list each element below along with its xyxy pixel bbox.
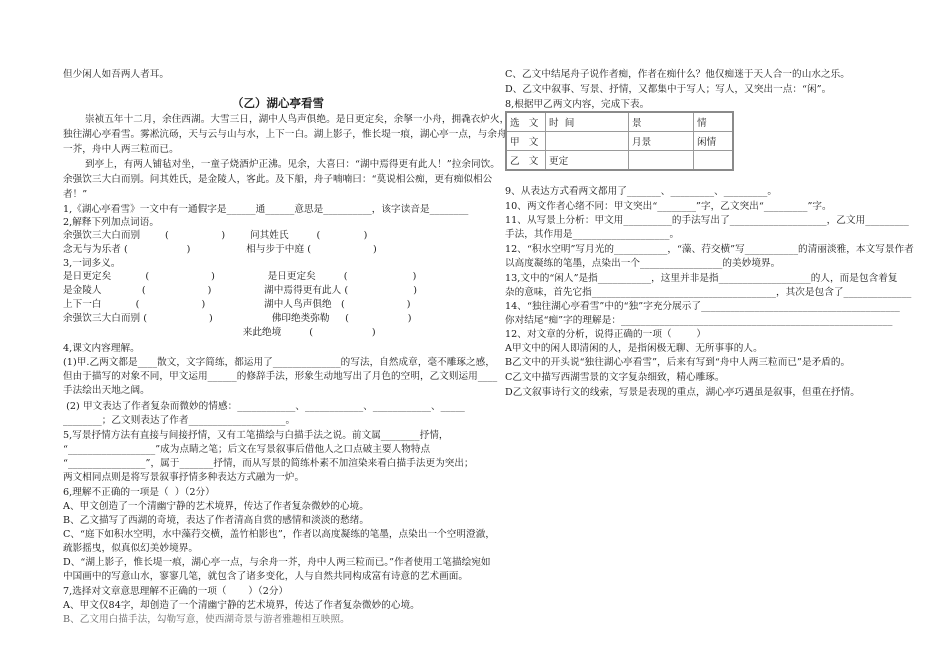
table-cell: 乙 文: [506, 151, 546, 171]
question-line: ________；乙文则表达了作者____________________。: [63, 415, 296, 426]
option-line: D、“湖上影子，惟长堤一痕，湖心亭一点，与余舟一芥，舟中人两三粒而已。”作者使用工笔描绘宛如: [63, 557, 491, 568]
table-cell: 更定: [546, 151, 629, 171]
table-cell: 景: [629, 112, 694, 132]
table-header-row: [506, 112, 733, 132]
question-line: 念无与为乐者 ( ) 相与步于中庭 ( ): [63, 244, 377, 255]
option-line: B、乙文用白描手法，勾勒写意，使西湖奇景与游者雅趣相互映照。: [63, 614, 350, 625]
table-row: [506, 151, 733, 171]
question-line: 上下一白 ( ) 湖中人鸟声俱绝 ( ): [63, 299, 411, 310]
question-line: 11、从写景上分析：甲文用__________的手法写出了____________________，乙文用_________: [505, 215, 909, 226]
table-cell: 闲情: [694, 132, 734, 151]
option-line: C乙文中描写西湖雪景的文字复杂细致，精心雕琢。: [505, 372, 725, 383]
question-line: 余强饮三大白而别 ( ) 问其姓氏 ( ): [63, 230, 368, 241]
question-line: (1)甲.乙两文都是____散文，文字简练，都运用了______________的写法，自然成章，毫不雕琢之感，: [63, 357, 495, 368]
option-line: A甲文中的闲人即清闲的人，是指闲极无聊、无所事事的人。: [505, 343, 763, 354]
text-line: 崇祯五年十二月，余住西湖。大雪三日，湖中人鸟声俱绝。是日更定矣，余拏一小舟，拥毳衣炉火，: [85, 114, 510, 125]
option-line: 中国画中的写意山水，寥寥几笔，就包含了诸多变化，人与自然共同构成富有诗意的艺术画面。: [63, 571, 469, 582]
question-line: 13,文中的“闲人”是指___________，这里并非是指___________________的人，而是包含着复: [505, 273, 898, 284]
text-line: 一芥，舟中人两三粒而已。: [63, 144, 179, 155]
table-cell: 选 文: [506, 112, 546, 132]
question-line: 4,课文内容理解。: [63, 343, 140, 354]
option-line: C、乙文中结尾舟子说作者痴，作者在痴什么？他仅痴迷于天人合一的山水之乐。: [505, 69, 850, 80]
question-line: 5,写景抒情方法有直接与间接抒情，又有工笔描绘与白描手法之说。前文属________抒情，: [63, 430, 449, 441]
question-line: 来此绝境 ( ): [63, 327, 376, 338]
question-line: 手法绘出天地之阔。: [63, 385, 150, 396]
table-cell: [629, 151, 694, 171]
question-line: 7,选择对文章意思理解不正确的一项（ ）（2分）: [63, 586, 289, 597]
question-line: 10、两文作者心绪不同：甲文突出“________”字，乙文突出“_________”字。: [505, 201, 832, 212]
table-row: [506, 132, 733, 151]
question-line: 是金陵人 ( ) 湖中焉得更有此人 ( ): [63, 285, 418, 296]
text-line: 独往湖心亭看雪。雾凇沆砀，天与云与山与水，上下一白。湖上影子，惟长堤一痕，湖心亭一点，与余舟: [63, 129, 507, 140]
question-line: 14、“独往湖心亭看雪”中的“独”字充分展示了_________________________________________: [505, 301, 900, 312]
question-line: 2,解释下列加点词语。: [63, 217, 160, 228]
question-line: 12、对文章的分析，说得正确的一项（ ）: [505, 329, 707, 340]
question-line: 1,《湖心亭看雪》一文中有一通假字是______通______意思是__________，该字读音是________: [63, 204, 469, 215]
question-line: 手法，其作用是____________________。: [505, 229, 680, 240]
table-cell: 情: [694, 112, 734, 132]
text-line: 但少闲人如吾两人者耳。: [63, 69, 170, 80]
option-line: C、“庭下如积水空明，水中藻荇交横，盖竹柏影也”，作者以高度凝练的笔墨，点染出一个空明澄澈，: [63, 529, 495, 540]
table-cell: 时 间: [546, 112, 629, 132]
option-line: B、乙文描写了西湖的奇境，表达了作者清高自赏的感情和淡淡的愁绪。: [63, 515, 370, 526]
table-cell: [546, 132, 629, 151]
question-line: “__________________”成为点睛之笔；后文在写景叙事后借他人之口点破主要人物特点: [63, 444, 431, 455]
question-line: 9、从表达方式看两文都用了_______、_________、_________。: [505, 186, 777, 197]
text-line: 者！”: [63, 189, 88, 200]
table-cell: 甲 文: [506, 132, 546, 151]
option-line: A、甲文创造了一个清幽宁静的艺术境界，传达了作者复杂微妙的心境。: [63, 501, 369, 512]
table-cell: 月景: [629, 132, 694, 151]
table-cell: [694, 151, 734, 171]
question-line: (2) 甲文表达了作者复杂而微妙的情感：____________、____________、____________、_____: [63, 401, 465, 412]
question-line: 8,根据甲乙两文内容，完成下表。: [505, 99, 650, 110]
question-line: 两文相同点则是将写景叙事抒情多种表达方式融为一炉。: [63, 472, 305, 483]
question-line: 杂的意味，首先它指______________________________________，其次是包含了______________: [505, 287, 912, 298]
question-line: 3,一词多义。: [63, 258, 121, 269]
question-line: 6,理解不正确的一项是（ ）（2分）: [63, 487, 215, 498]
question-line: 以高度凝练的笔墨，点染出一个_________________的美妙境界。: [505, 258, 781, 269]
passage-title: （乙）湖心亭看雪: [232, 96, 324, 110]
option-line: D乙文叙事诗行文的线索，写景是表现的重点，湖心亭巧遇虽是叙事，但重在抒情。: [505, 387, 860, 398]
answer-table: [505, 111, 734, 171]
question-line: 是日更定矣 ( ) 是日更定矣 ( ): [63, 271, 417, 282]
question-line: “________________”，属于_______抒情，而从写景的简练朴素不加渲染来看白描手法更为突出；: [63, 458, 474, 469]
option-line: D、乙文中叙事、写景、抒情，又都集中于写人；写人，又突出一点：“闲”。: [505, 84, 832, 95]
text-line: 余强饮三大白而别。问其姓氏，是金陵人，客此。及下船，舟子喃喃曰：“莫说相公痴，更有痴似相公: [63, 174, 493, 185]
question-line: 你对结尾“痴”字的理解是：________________________________________________________: [505, 315, 893, 326]
option-line: 疏影摇曳，似真似幻美妙境界。: [63, 543, 199, 554]
question-line: 余强饮三大白而别 ( ) 佛印绝类弥勒 ( ): [63, 313, 412, 324]
text-line: 到亭上，有两人铺毡对坐，一童子烧酒炉正沸。见余，大喜曰：“湖中焉得更有此人！”拉余同饮。: [85, 159, 500, 170]
option-line: B乙文中的开头说“独往湖心亭看雪”，后来有写到“舟中人两三粒而已”是矛盾的。: [505, 357, 851, 368]
question-line: 12、“积水空明”写月光的___________，“藻、荇交横”写___________的清丽淡雅，本文写景作者: [505, 244, 914, 255]
option-line: A、甲文仅84字，却创造了一个清幽宁静的艺术境界，传达了作者复杂微妙的心境。: [63, 600, 420, 611]
question-line: 但由于描写的对象不同，甲文运用______的修辞手法，形象生动地写出了月色的空明，乙文则运用____: [63, 371, 498, 382]
